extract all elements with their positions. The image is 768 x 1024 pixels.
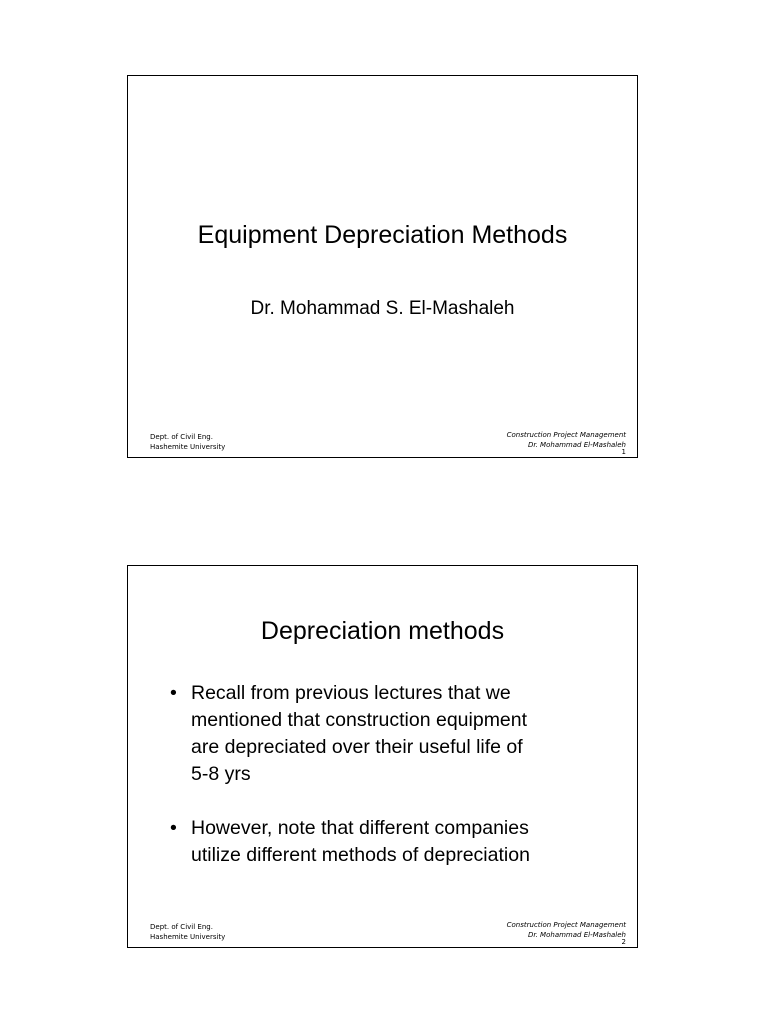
footer-department-line: Dept. of Civil Eng. — [150, 433, 213, 441]
bullet-icon: • — [170, 682, 177, 704]
page-number: 1 — [621, 448, 626, 456]
footer-department — [150, 432, 225, 452]
slide-title: Depreciation methods — [260, 617, 505, 645]
bullet-line: are depreciated over their useful life of — [191, 736, 523, 758]
bullet-line: mentioned that construction equipment — [191, 709, 528, 731]
footer-author-line: Dr. Mohammad El-Mashaleh — [527, 441, 626, 449]
footer-course-line: Construction Project Management — [506, 431, 626, 439]
bullet-line: 5-8 yrs — [191, 763, 251, 785]
footer-university-line: Hashemite University — [150, 933, 226, 941]
footer-department — [150, 922, 225, 942]
footer-course-line: Construction Project Management — [506, 921, 626, 929]
footer-course — [507, 920, 626, 940]
page-number: 2 — [621, 938, 626, 946]
footer-department-line: Dept. of Civil Eng. — [150, 923, 213, 931]
slide-author: Dr. Mohammad S. El-Mashaleh — [250, 298, 515, 319]
bullet-list — [170, 680, 610, 869]
slide-2 — [127, 565, 638, 948]
bullet-line: Recall from previous lectures that we — [191, 682, 511, 704]
bullet-item — [170, 815, 610, 869]
slide-1 — [127, 75, 638, 458]
bullet-line: utilize different methods of depreciation — [191, 844, 530, 866]
footer-course — [507, 430, 626, 450]
bullet-line: However, note that different companies — [191, 817, 529, 839]
bullet-icon: • — [170, 817, 177, 839]
bullet-item — [170, 680, 610, 788]
footer-author-line: Dr. Mohammad El-Mashaleh — [527, 931, 626, 939]
footer-university-line: Hashemite University — [150, 443, 226, 451]
slide-title: Equipment Depreciation Methods — [197, 221, 568, 249]
